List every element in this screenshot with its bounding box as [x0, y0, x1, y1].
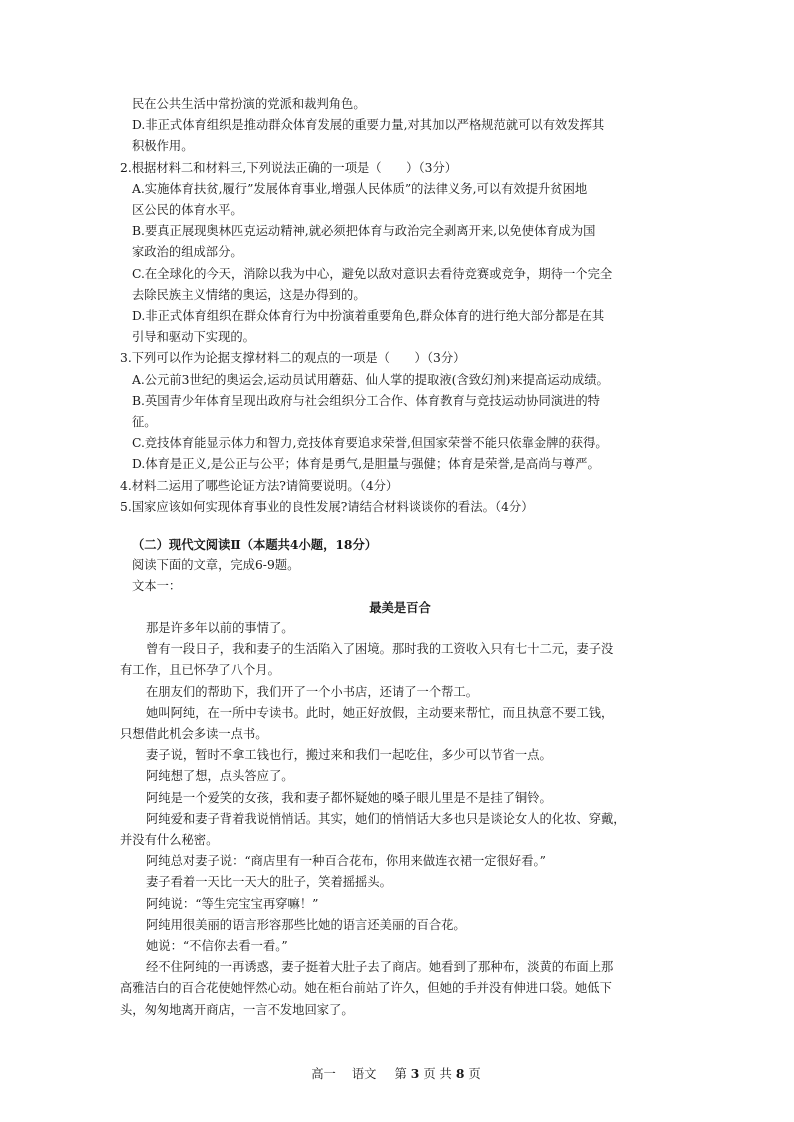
question-line: A.公元前3世纪的奥运会,运动员试用蘑菇、仙人掌的提取液(含致幻剂)来提高运动成绩。 — [132, 372, 609, 387]
footer-page-info: 第 3 页 共 8 页 — [394, 1066, 481, 1081]
question-line: D.体育是正义,是公正与公平；体育是勇气,是胆量与强健；体育是荣誉,是高尚与尊严。 — [132, 457, 600, 472]
story-line: 妻子看着一天比一天大的肚子，笑着摇摇头。 — [146, 875, 392, 890]
story-line: 在朋友们的帮助下，我们开了一个小书店，还请了一个帮工。 — [146, 684, 479, 699]
question-line: 2.根据材料二和材料三,下列说法正确的一项是（ ）（3分） — [120, 160, 458, 175]
page-footer — [0, 1064, 794, 1082]
question-line: D.非正式体育组织是推动群众体育发展的重要力量,对其加以严格规范就可以有效发挥其 — [132, 118, 605, 133]
question-line: C.在全球化的今天，消除以我为中心，避免以敌对意识去看待竞赛或竞争，期待一个完全 — [132, 266, 613, 281]
question-line: 4.材料二运用了哪些论证方法?请简要说明。（4分） — [120, 478, 399, 493]
story-line: 妻子说，暂时不拿工钱也行，搬过来和我们一起吃住，多少可以节省一点。 — [146, 748, 552, 763]
story-line: 她说：“不信你去看一看。” — [146, 939, 288, 954]
footer-subject: 语文 — [351, 1067, 377, 1081]
question-line: B.要真正展现奥林匹克运动精神,就必须把体育与政治完全剥离开来,以免使体育成为国 — [132, 224, 596, 239]
question-line: B.英国青少年体育呈现出政府与社会组织分工合作、体育教育与竞技运动协同演进的特 — [132, 393, 600, 408]
question-line: A.实施体育扶贫,履行”发展体育事业,增强人民体质”的法律义务,可以有效提升贫困地 — [132, 181, 588, 196]
section1-block — [120, 94, 680, 518]
story-line: 经不住阿纯的一再诱惑，妻子挺着大肚子去了商店。她看到了那种布，淡黄的布面上那 — [146, 960, 614, 975]
story-line: 她叫阿纯，在一所中专读书。此时，她正好放假，主动要来帮忙，而且执意不要工钱， — [146, 705, 614, 720]
question-line: C.竞技体育能显示体力和智力,竞技体育要追求荣誉,但国家荣誉不能只依靠金牌的获得。 — [132, 436, 608, 451]
section2-heading: （二）现代文阅读Ⅱ（本题共4小题，18分） — [132, 537, 378, 552]
question-line: 征。 — [132, 415, 157, 430]
story-line: 那是许多年以前的事情了。 — [146, 621, 294, 635]
footer-grade: 高一 — [311, 1067, 336, 1081]
question-line: D.非正式体育组织在群众体育行为中扮演着重要角色,群众体育的进行绝大部分都是在其 — [132, 309, 605, 324]
text-label: 文本一： — [132, 579, 182, 593]
question-line: 家政治的组成部分。 — [132, 245, 243, 260]
story-line: 头，匆匆地离开商店，一言不发地回家了。 — [120, 1002, 354, 1017]
story-line: 有工作，且已怀孕了八个月。 — [120, 663, 280, 678]
story-line: 阿纯用很美丽的语言形容那些比她的语言还美丽的百合花。 — [146, 917, 466, 932]
story-line: 阿纯总对妻子说：“商店里有一种百合花布，你用来做连衣裙一定很好看。” — [146, 854, 546, 869]
question-line: 引导和驱动下实现的。 — [132, 330, 255, 345]
question-line: 区公民的体育水平。 — [132, 203, 243, 218]
section2-instruction: 阅读下面的文章，完成6-9题。 — [132, 558, 300, 572]
question-line: 5.国家应该如何实现体育事业的良性发展?请结合材料谈谈你的看法。（4分） — [120, 499, 534, 514]
question-line: 3.下列可以作为论据支撑材料二的观点的一项是（ ）（3分） — [120, 351, 466, 366]
question-line: 去除民族主义情绪的奥运，这是办得到的。 — [132, 287, 366, 302]
story-line: 阿纯说：“等生完宝宝再穿嘛！” — [146, 896, 319, 911]
story-line: 曾有一段日子，我和妻子的生活陷入了困境。那时我的工资收入只有七十二元，妻子没 — [146, 642, 614, 657]
story-block — [120, 618, 680, 1021]
story-line: 并没有什么秘密。 — [120, 833, 219, 848]
story-line: 只想借此机会多读一点书。 — [120, 727, 268, 742]
story-line: 阿纯爱和妻子背着我说悄悄话。其实，她们的悄悄话大多也只是谈论女人的化妆、穿戴， — [146, 811, 626, 826]
question-line: 民在公共生活中常扮演的党派和裁判角色。 — [132, 97, 366, 111]
story-title: 最美是百合 — [369, 600, 431, 615]
question-line: 积极作用。 — [132, 139, 194, 154]
story-line: 高雅洁白的百合花使她怦然心动。她在柜台前站了许久，但她的手并没有伸进口袋。她低下 — [120, 981, 612, 996]
story-line: 阿纯是一个爱笑的女孩，我和妻子都怀疑她的嗓子眼儿里是不是挂了铜铃。 — [146, 790, 552, 805]
story-line: 阿纯想了想，点头答应了。 — [146, 769, 294, 784]
